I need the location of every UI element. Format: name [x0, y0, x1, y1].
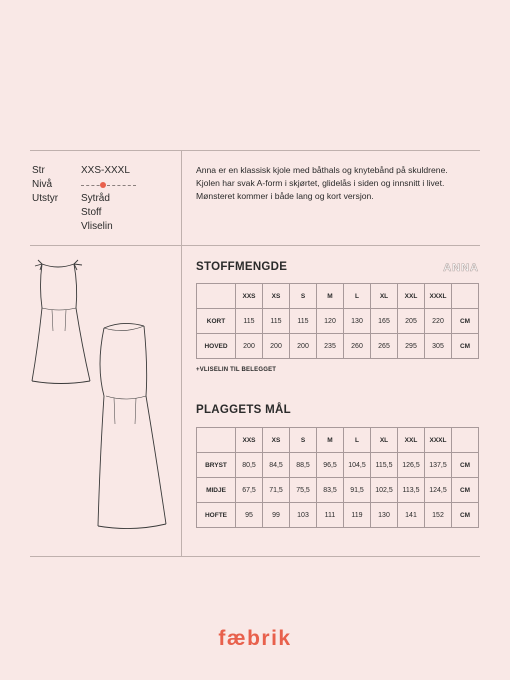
row-label: BRYST — [197, 453, 236, 478]
model-name: ANNA — [443, 262, 479, 274]
table-cell: 141 — [398, 503, 425, 528]
row-label: HOVED — [197, 334, 236, 359]
bottom-divider — [30, 556, 480, 557]
spec-value: Vliselin — [81, 221, 113, 232]
spec-label — [32, 220, 81, 234]
size-header: M — [317, 428, 344, 453]
table-cell: 99 — [263, 503, 290, 528]
table-cell: 165 — [371, 309, 398, 334]
size-header: XL — [371, 428, 398, 453]
level-dot — [100, 182, 106, 188]
description-line: Kjolen har svak A-form i skjørtet, glidelås i siden og innsnitt i livet. — [196, 178, 445, 188]
table-cell: 91,5 — [344, 478, 371, 503]
fabric-header-row — [197, 284, 479, 309]
size-header: XXL — [398, 284, 425, 309]
description-line: Mønsteret kommer i både lang og kort versjon. — [196, 191, 374, 201]
spec-row-level — [32, 178, 136, 192]
row-label: MIDJE — [197, 478, 236, 503]
table-corner — [197, 284, 236, 309]
table-row — [197, 453, 479, 478]
table-cell: 115 — [290, 309, 317, 334]
table-cell: 220 — [425, 309, 452, 334]
spec-value: XXS-XXXL — [81, 165, 130, 176]
row-label: KORT — [197, 309, 236, 334]
table-cell: 295 — [398, 334, 425, 359]
size-header: M — [317, 284, 344, 309]
table-cell: 260 — [344, 334, 371, 359]
table-cell: 265 — [371, 334, 398, 359]
spec-label: Str — [32, 165, 45, 176]
table-row — [197, 309, 479, 334]
description — [196, 164, 486, 203]
table-cell: 115 — [263, 309, 290, 334]
brand-logo: fæbrik — [218, 627, 292, 650]
size-header: XXS — [236, 428, 263, 453]
table-cell: 124,5 — [425, 478, 452, 503]
table-cell: 102,5 — [371, 478, 398, 503]
measures-title: PLAGGETS MÅL — [196, 404, 291, 416]
table-cell: 84,5 — [263, 453, 290, 478]
dress-illustration — [26, 256, 176, 546]
level-indicator — [81, 178, 136, 192]
unit-cell: CM — [452, 453, 479, 478]
table-cell: 95 — [236, 503, 263, 528]
table-cell: 83,5 — [317, 478, 344, 503]
table-cell: 305 — [425, 334, 452, 359]
spec-label: Utstyr — [32, 193, 59, 204]
spec-label: Nivå — [32, 179, 53, 190]
table-cell: 200 — [236, 334, 263, 359]
unit-cell: CM — [452, 334, 479, 359]
table-cell: 80,5 — [236, 453, 263, 478]
size-header: XXXL — [425, 284, 452, 309]
table-cell: 115 — [236, 309, 263, 334]
middle-divider — [30, 245, 480, 246]
spec-row-equipment — [32, 192, 136, 206]
table-cell: 119 — [344, 503, 371, 528]
table-cell: 67,5 — [236, 478, 263, 503]
spec-row-equipment — [32, 220, 136, 234]
unit-cell: CM — [452, 503, 479, 528]
table-cell: 71,5 — [263, 478, 290, 503]
table-cell: 75,5 — [290, 478, 317, 503]
table-cell: 152 — [425, 503, 452, 528]
table-cell: 200 — [290, 334, 317, 359]
table-cell: 130 — [371, 503, 398, 528]
row-label: HOFTE — [197, 503, 236, 528]
spec-value: Sytråd — [81, 193, 110, 204]
measures-header-row — [197, 428, 479, 453]
size-header: XXS — [236, 284, 263, 309]
fabric-note: +VLISELIN TIL BELEGGET — [196, 367, 277, 373]
measures-table — [196, 427, 479, 528]
spec-value: Stoff — [81, 207, 102, 218]
table-cell: 126,5 — [398, 453, 425, 478]
long-dress-drawing — [98, 323, 166, 528]
level-track — [81, 185, 136, 186]
spec-label — [32, 206, 81, 220]
table-cell: 205 — [398, 309, 425, 334]
table-cell: 88,5 — [290, 453, 317, 478]
size-header: XXXL — [425, 428, 452, 453]
unit-cell: CM — [452, 478, 479, 503]
table-cell: 111 — [317, 503, 344, 528]
table-cell: 103 — [290, 503, 317, 528]
size-header: S — [290, 284, 317, 309]
size-header: S — [290, 428, 317, 453]
fabric-table — [196, 283, 479, 359]
spec-row-size — [32, 164, 136, 178]
fabric-title: STOFFMENGDE — [196, 261, 288, 273]
table-cell: 137,5 — [425, 453, 452, 478]
size-header: L — [344, 428, 371, 453]
size-header: XL — [371, 284, 398, 309]
description-line: Anna er en klassisk kjole med båthals og knytebånd på skuldrene. — [196, 165, 448, 175]
unit-header — [452, 428, 479, 453]
table-cell: 113,5 — [398, 478, 425, 503]
vertical-divider — [181, 150, 182, 557]
unit-cell: CM — [452, 309, 479, 334]
table-row — [197, 334, 479, 359]
short-dress-drawing — [32, 260, 90, 384]
size-header: XS — [263, 428, 290, 453]
table-corner — [197, 428, 236, 453]
table-cell: 120 — [317, 309, 344, 334]
table-cell: 104,5 — [344, 453, 371, 478]
spec-row-equipment — [32, 206, 136, 220]
specs-block — [32, 164, 136, 234]
table-cell: 235 — [317, 334, 344, 359]
top-divider — [30, 150, 480, 151]
size-header: L — [344, 284, 371, 309]
unit-header — [452, 284, 479, 309]
table-row — [197, 478, 479, 503]
table-row — [197, 503, 479, 528]
table-cell: 200 — [263, 334, 290, 359]
table-cell: 115,5 — [371, 453, 398, 478]
size-header: XXL — [398, 428, 425, 453]
table-cell: 96,5 — [317, 453, 344, 478]
table-cell: 130 — [344, 309, 371, 334]
size-header: XS — [263, 284, 290, 309]
